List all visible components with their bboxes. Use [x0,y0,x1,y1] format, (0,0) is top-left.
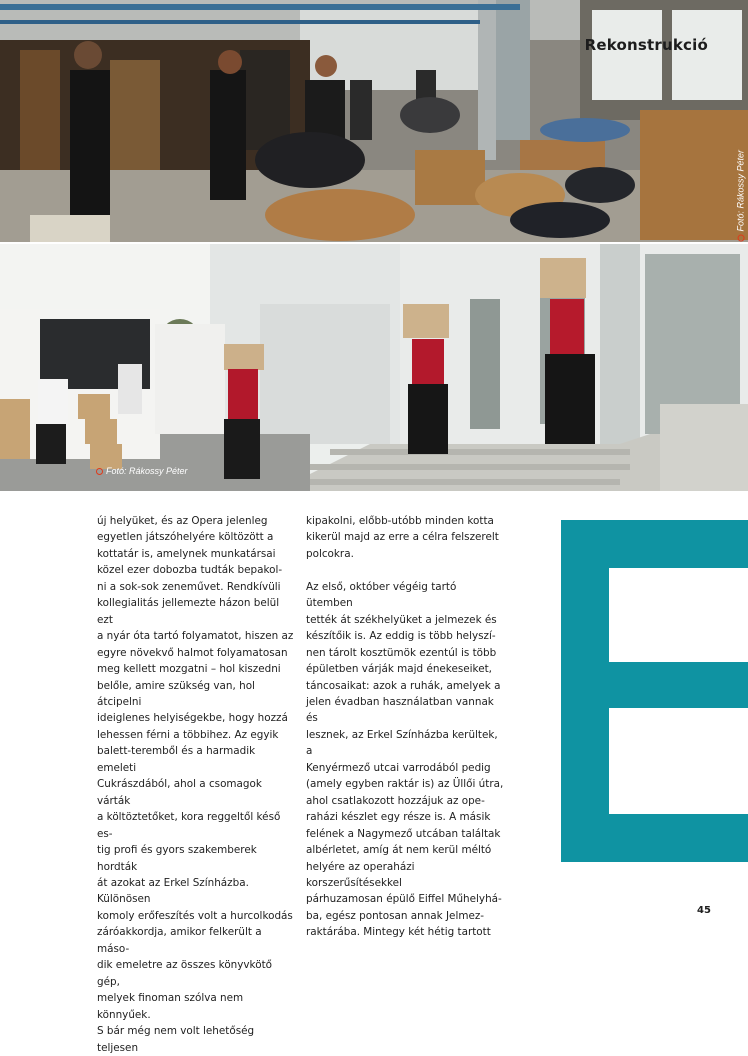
article-paragraph: kipakolni, előbb-utóbb minden kotta kikerül majd az erre a célra felszerelt polcokra. [306,515,499,560]
decorative-initial-letter [561,520,748,862]
article-column-2 [306,513,506,941]
photo-credit-top [736,150,746,242]
article-column-1 [97,513,297,1056]
page-number: 45 [697,905,711,916]
photo-credit-text: Fotó: Rákossy Péter [106,466,188,476]
photo-credit-text: Fotó: Rákossy Péter [736,150,746,232]
credit-dot-icon [96,468,103,475]
photo-credit-bottom [96,466,188,476]
movers-photo [0,244,748,491]
letter-e-shape [561,520,748,862]
credit-dot-icon [738,235,745,242]
movers-illustration [0,244,748,491]
article-paragraph: új helyüket, és az Opera jelenleg egyetlen játszóhelyére költözött a kottatár is, amelynek munkatársai közel ezer dobozba tudták bepakol- ni a sok-sok zeneművet. Rendkívüli kollegialitás jellemezte házon belül ezt a nyár óta tartó folyamatot, hiszen az egyre növekvő halmot folyamatosan meg kellett mozgatni – hol kiszedni belőle, amire szükség van, hol átcipelni ideiglenes helyiségekbe, hogy hozzá lehessen férni a többihez. Az egyik balett-teremből és a harmadik emeleti Cukrászdából, ahol a csomagok várták a költöztetőket, kora reggeltől késő es- tig profi és gyors szakemberek hordták át azokat az Erkel Színházba. Különösen komoly erőfeszítés volt a hurcolkodás záróakkordja, amikor felkerült a máso- dik emeletre az összes könyvkötő gép, melyek finoman szólva nem könnyűek. S bár még nem volt lehetőség teljesen [97,515,294,1054]
section-label: Rekonstrukció [584,36,708,54]
article-paragraph: Az első, október végéig tartó ütemben tették át székhelyüket a jelmezek és készítőik is. Az eddig is több helyszí- nen tárolt kosztümök ezentúl is több épületben várják majd énekeseiket, táncosaikat: azok a ruhák, amelyek a jelen évadban használatban vannak és lesznek, az Erkel Színházba kerültek, a Kenyérmező utcai varrodából pedig (amely egyben raktár is) az Üllői útra, ahol csatlakozott hozzájuk az ope- raházi készlet egy része is. A másik felének a Nagymező utcában találtak albérletet, amíg át nem kerül méltó helyére az operaházi korszerűsítésekkel párhuzamosan épülő Eiffel Műhelyhá- ba, egész pontosan annak Jelmez- raktárába. Mintegy két hétig tartott [306,580,504,939]
